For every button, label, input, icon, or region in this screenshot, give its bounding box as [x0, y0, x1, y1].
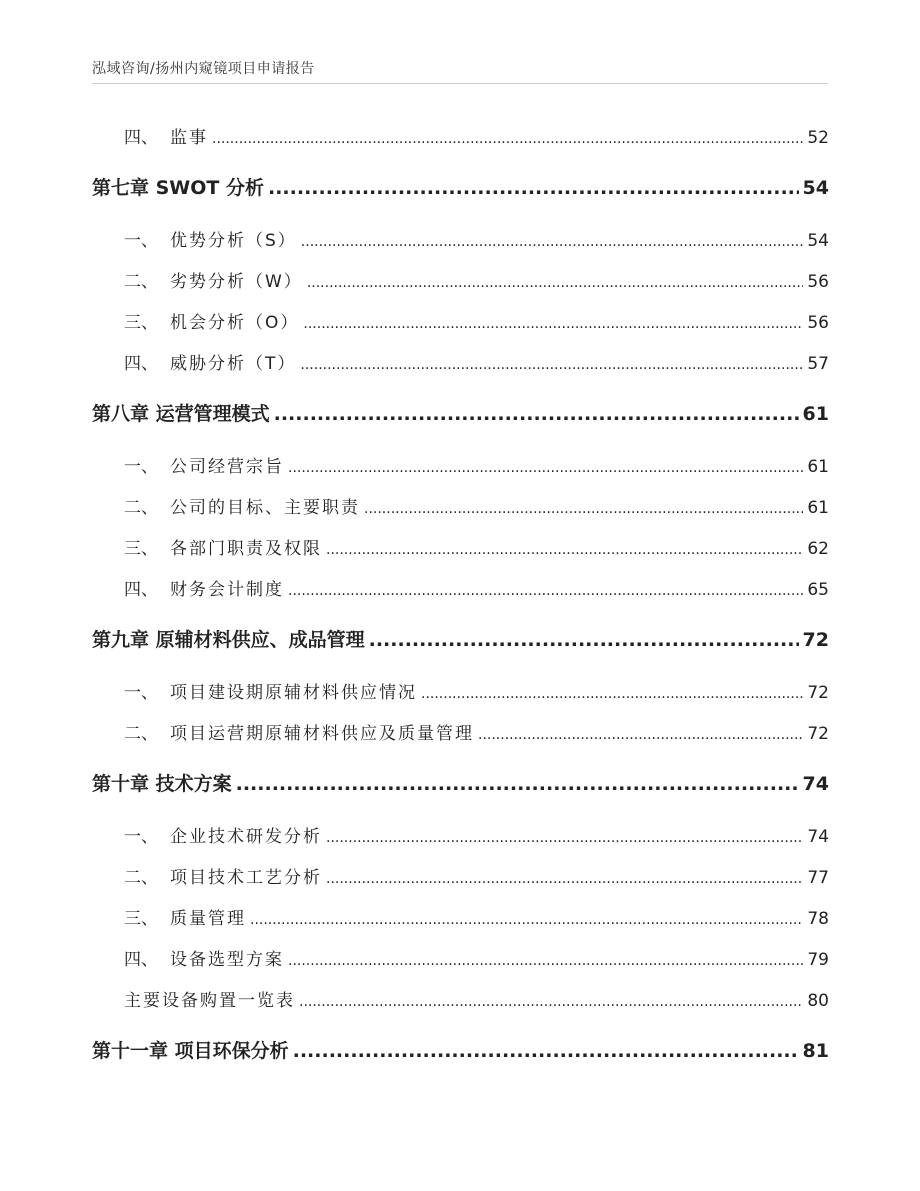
toc-entry-page: 56 [807, 313, 829, 333]
toc-entry-title: 财务会计制度 [170, 580, 284, 600]
toc-leader-dots [236, 773, 799, 795]
toc-chapter-page: 54 [802, 177, 829, 199]
toc-entry[interactable] [92, 226, 829, 251]
toc-leader-dots [307, 272, 804, 292]
toc-entry-title: 主要设备购置一览表 [124, 991, 295, 1011]
toc-leader-dots [326, 868, 803, 888]
toc-leader-dots [274, 403, 799, 425]
toc-entry-page: 65 [807, 580, 829, 600]
toc-entry-number: 一、 [124, 457, 158, 477]
toc-entry-title: 项目运营期原辅材料供应及质量管理 [170, 724, 474, 744]
toc-leader-dots [250, 909, 803, 929]
toc-entry-title: 公司的目标、主要职责 [170, 498, 360, 518]
toc-chapter[interactable] [92, 625, 829, 652]
toc-entry[interactable] [92, 123, 829, 148]
toc-leader-dots [293, 1040, 799, 1062]
toc-entry-title: 公司经营宗旨 [170, 457, 284, 477]
toc-entry-title: 项目技术工艺分析 [170, 868, 322, 888]
toc-entry-page: 61 [807, 457, 829, 477]
toc-entry-page: 74 [807, 827, 829, 847]
toc-entry-title: 质量管理 [170, 909, 246, 929]
toc-entry-number: 四、 [124, 354, 158, 374]
toc-entry-title: 各部门职责及权限 [170, 539, 322, 559]
toc-leader-dots [301, 231, 804, 251]
toc-leader-dots [364, 498, 803, 518]
toc-entry-number: 四、 [124, 580, 158, 600]
toc-entry-title: 优势分析（S） [170, 231, 297, 251]
toc-entry[interactable] [92, 493, 829, 518]
toc-chapter-page: 74 [802, 773, 829, 795]
toc-entry-number: 二、 [124, 498, 158, 518]
toc-entry[interactable] [92, 986, 829, 1011]
toc-chapter-page: 61 [802, 403, 829, 425]
toc-entry-page: 61 [807, 498, 829, 518]
page-header: 泓域咨询/扬州内窥镜项目申请报告 [92, 61, 315, 77]
toc-entry-page: 62 [807, 539, 829, 559]
toc-entry-number: 二、 [124, 724, 158, 744]
toc-leader-dots [326, 539, 803, 559]
toc-entry-number: 二、 [124, 868, 158, 888]
toc-chapter-page: 81 [802, 1040, 829, 1062]
toc-entry[interactable] [92, 308, 829, 333]
toc-entry[interactable] [92, 863, 829, 888]
toc-chapter[interactable] [92, 399, 829, 426]
toc-entry-page: 72 [807, 724, 829, 744]
toc-entry[interactable] [92, 575, 829, 600]
toc-entry-title: 威胁分析（T） [170, 354, 297, 374]
toc-chapter-title: 第九章 原辅材料供应、成品管理 [92, 629, 365, 651]
toc-entry[interactable] [92, 349, 829, 374]
toc-chapter-title: 第八章 运营管理模式 [92, 403, 270, 425]
toc-entry-title: 设备选型方案 [170, 950, 284, 970]
toc-entry[interactable] [92, 534, 829, 559]
toc-entry-title: 企业技术研发分析 [170, 827, 322, 847]
toc-entry-page: 56 [807, 272, 829, 292]
toc-leader-dots [212, 128, 803, 148]
toc-leader-dots [369, 629, 799, 651]
toc-entry-title: 监事 [170, 128, 208, 148]
toc-entry-page: 80 [807, 991, 829, 1011]
toc-chapter-title: 第七章 SWOT 分析 [92, 177, 264, 199]
toc-chapter-title: 第十章 技术方案 [92, 773, 232, 795]
toc-entry-number: 二、 [124, 272, 158, 292]
toc-leader-dots [478, 724, 803, 744]
toc-entry[interactable] [92, 904, 829, 929]
toc-leader-dots [326, 827, 803, 847]
toc-entry[interactable] [92, 678, 829, 703]
header-divider [92, 83, 828, 84]
toc-entry-number: 四、 [124, 950, 158, 970]
toc-entry-page: 78 [807, 909, 829, 929]
toc-entry-title: 机会分析（O） [170, 313, 300, 333]
toc-entry-number: 一、 [124, 827, 158, 847]
toc-entry[interactable] [92, 452, 829, 477]
toc-leader-dots [300, 354, 803, 374]
toc-entry-number: 三、 [124, 909, 158, 929]
toc-entry[interactable] [92, 822, 829, 847]
toc-leader-dots [299, 991, 803, 1011]
toc-chapter-title: 第十一章 项目环保分析 [92, 1040, 289, 1062]
toc-entry-page: 72 [807, 683, 829, 703]
toc-entry-number: 三、 [124, 539, 158, 559]
toc-entry-page: 79 [807, 950, 829, 970]
toc-chapter[interactable] [92, 1036, 829, 1063]
toc-leader-dots [421, 683, 803, 703]
toc-leader-dots [288, 580, 803, 600]
toc-entry-number: 一、 [124, 683, 158, 703]
toc-entry-number: 三、 [124, 313, 158, 333]
toc-leader-dots [288, 950, 803, 970]
toc-entry-page: 54 [807, 231, 829, 251]
toc-chapter-page: 72 [802, 629, 829, 651]
toc-entry[interactable] [92, 267, 829, 292]
toc-entry-page: 77 [807, 868, 829, 888]
toc-entry-number: 一、 [124, 231, 158, 251]
toc-entry-title: 劣势分析（W） [170, 272, 303, 292]
toc-entry[interactable] [92, 945, 829, 970]
toc-leader-dots [268, 177, 799, 199]
toc-entry-page: 52 [807, 128, 829, 148]
toc-leader-dots [303, 313, 803, 333]
toc-entry-title: 项目建设期原辅材料供应情况 [170, 683, 417, 703]
toc-chapter[interactable] [92, 173, 829, 200]
toc-entry-page: 57 [807, 354, 829, 374]
toc-chapter[interactable] [92, 769, 829, 796]
toc-entry-number: 四、 [124, 128, 158, 148]
toc-leader-dots [288, 457, 803, 477]
toc-entry[interactable] [92, 719, 829, 744]
